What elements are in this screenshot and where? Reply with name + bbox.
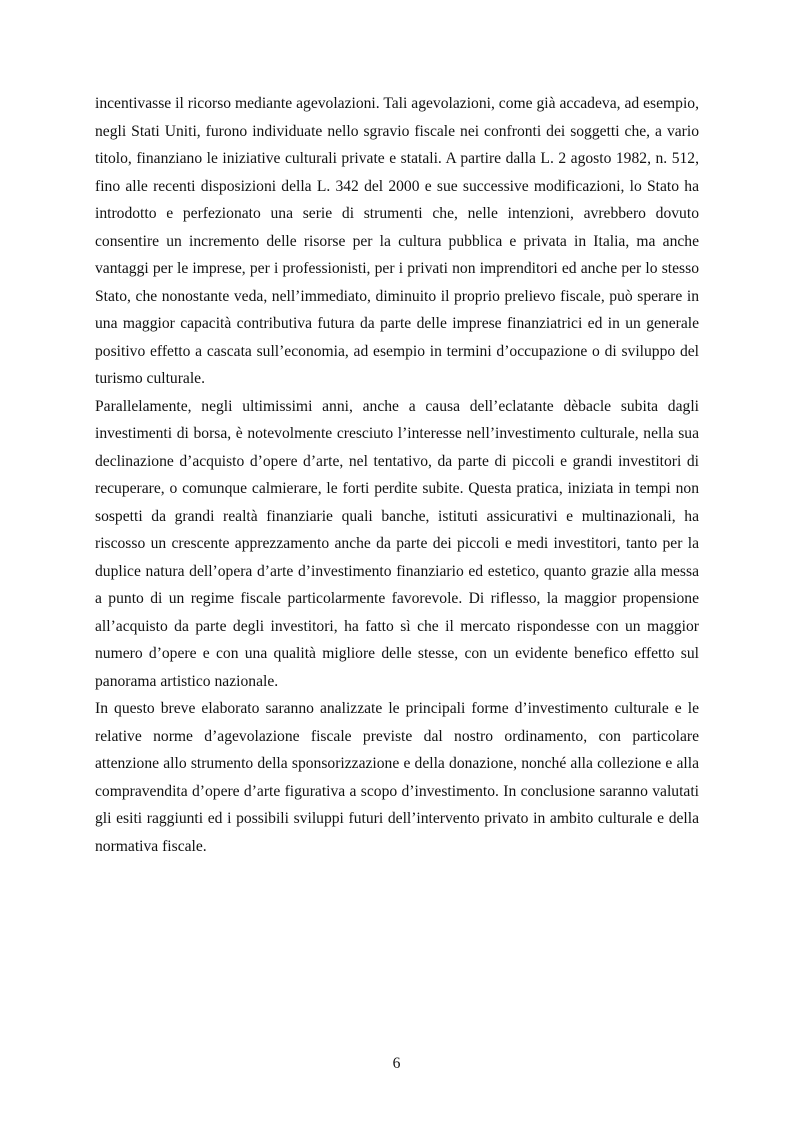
paragraph-2: Parallelamente, negli ultimissimi anni, anche a causa dell’eclatante dèbacle subita dagli investimenti di borsa, è notevolmente cresciuto l’interesse nell’investimento culturale, nella sua declinazione d’acquisto d’opere d’arte, nel tentativo, da parte di piccoli e grandi investitori di recuperare, o comunque calmierare, le forti perdite subite. Questa pratica, iniziata in tempi non sospetti da grandi realtà finanziarie quali banche, istituti assicurativi e multinazionali, ha riscosso un crescente apprezzamento anche da parte dei piccoli e medi investitori, tanto per la duplice natura dell’opera d’arte d’investimento finanziario ed estetico, quanto grazie alla messa a punto di un regime fiscale particolarmente favorevole. Di riflesso, la maggior propensione all’acquisto da parte degli investitori, ha fatto sì che il mercato rispondesse con un maggior numero d’opere e con una qualità migliore delle stesse, con un evidente benefico effetto sul panorama artistico nazionale.: [95, 397, 699, 690]
page-number: 6: [392, 1055, 401, 1072]
body-text: [95, 90, 699, 860]
paragraph-1: incentivasse il ricorso mediante agevolazioni. Tali agevolazioni, come già accadeva, ad esempio, negli Stati Uniti, furono individuate nello sgravio fiscale nei confronti dei soggetti che, a vario titolo, finanziano le iniziative culturali private e statali. A partire dalla L. 2 agosto 1982, n. 512, fino alle recenti disposizioni della L. 342 del 2000 e sue successive modificazioni, lo Stato ha introdotto e perfezionato una serie di strumenti che, nelle intenzioni, avrebbero dovuto consentire un incremento delle risorse per la cultura pubblica e privata in Italia, ma anche vantaggi per le imprese, per i professionisti, per i privati non imprenditori ed anche per lo stesso Stato, che nonostante veda, nell’immediato, diminuito il proprio prelievo fiscale, può sperare in una maggior capacità contributiva futura da parte delle imprese finanziatrici ed in un generale positivo effetto a cascata sull’economia, ad esempio in termini d’occupazione o di sviluppo del turismo culturale.: [95, 95, 699, 387]
paragraph-3: In questo breve elaborato saranno analizzate le principali forme d’investimento culturale e le relative norme d’agevolazione fiscale previste dal nostro ordinamento, con particolare attenzione allo strumento della sponsorizzazione e della donazione, nonché alla collezione e alla compravendita d’opere d’arte figurativa a scopo d’investimento. In conclusione saranno valutati gli esiti raggiunti ed i possibili sviluppi futuri dell’intervento privato in ambito culturale e della normativa fiscale.: [95, 700, 699, 855]
